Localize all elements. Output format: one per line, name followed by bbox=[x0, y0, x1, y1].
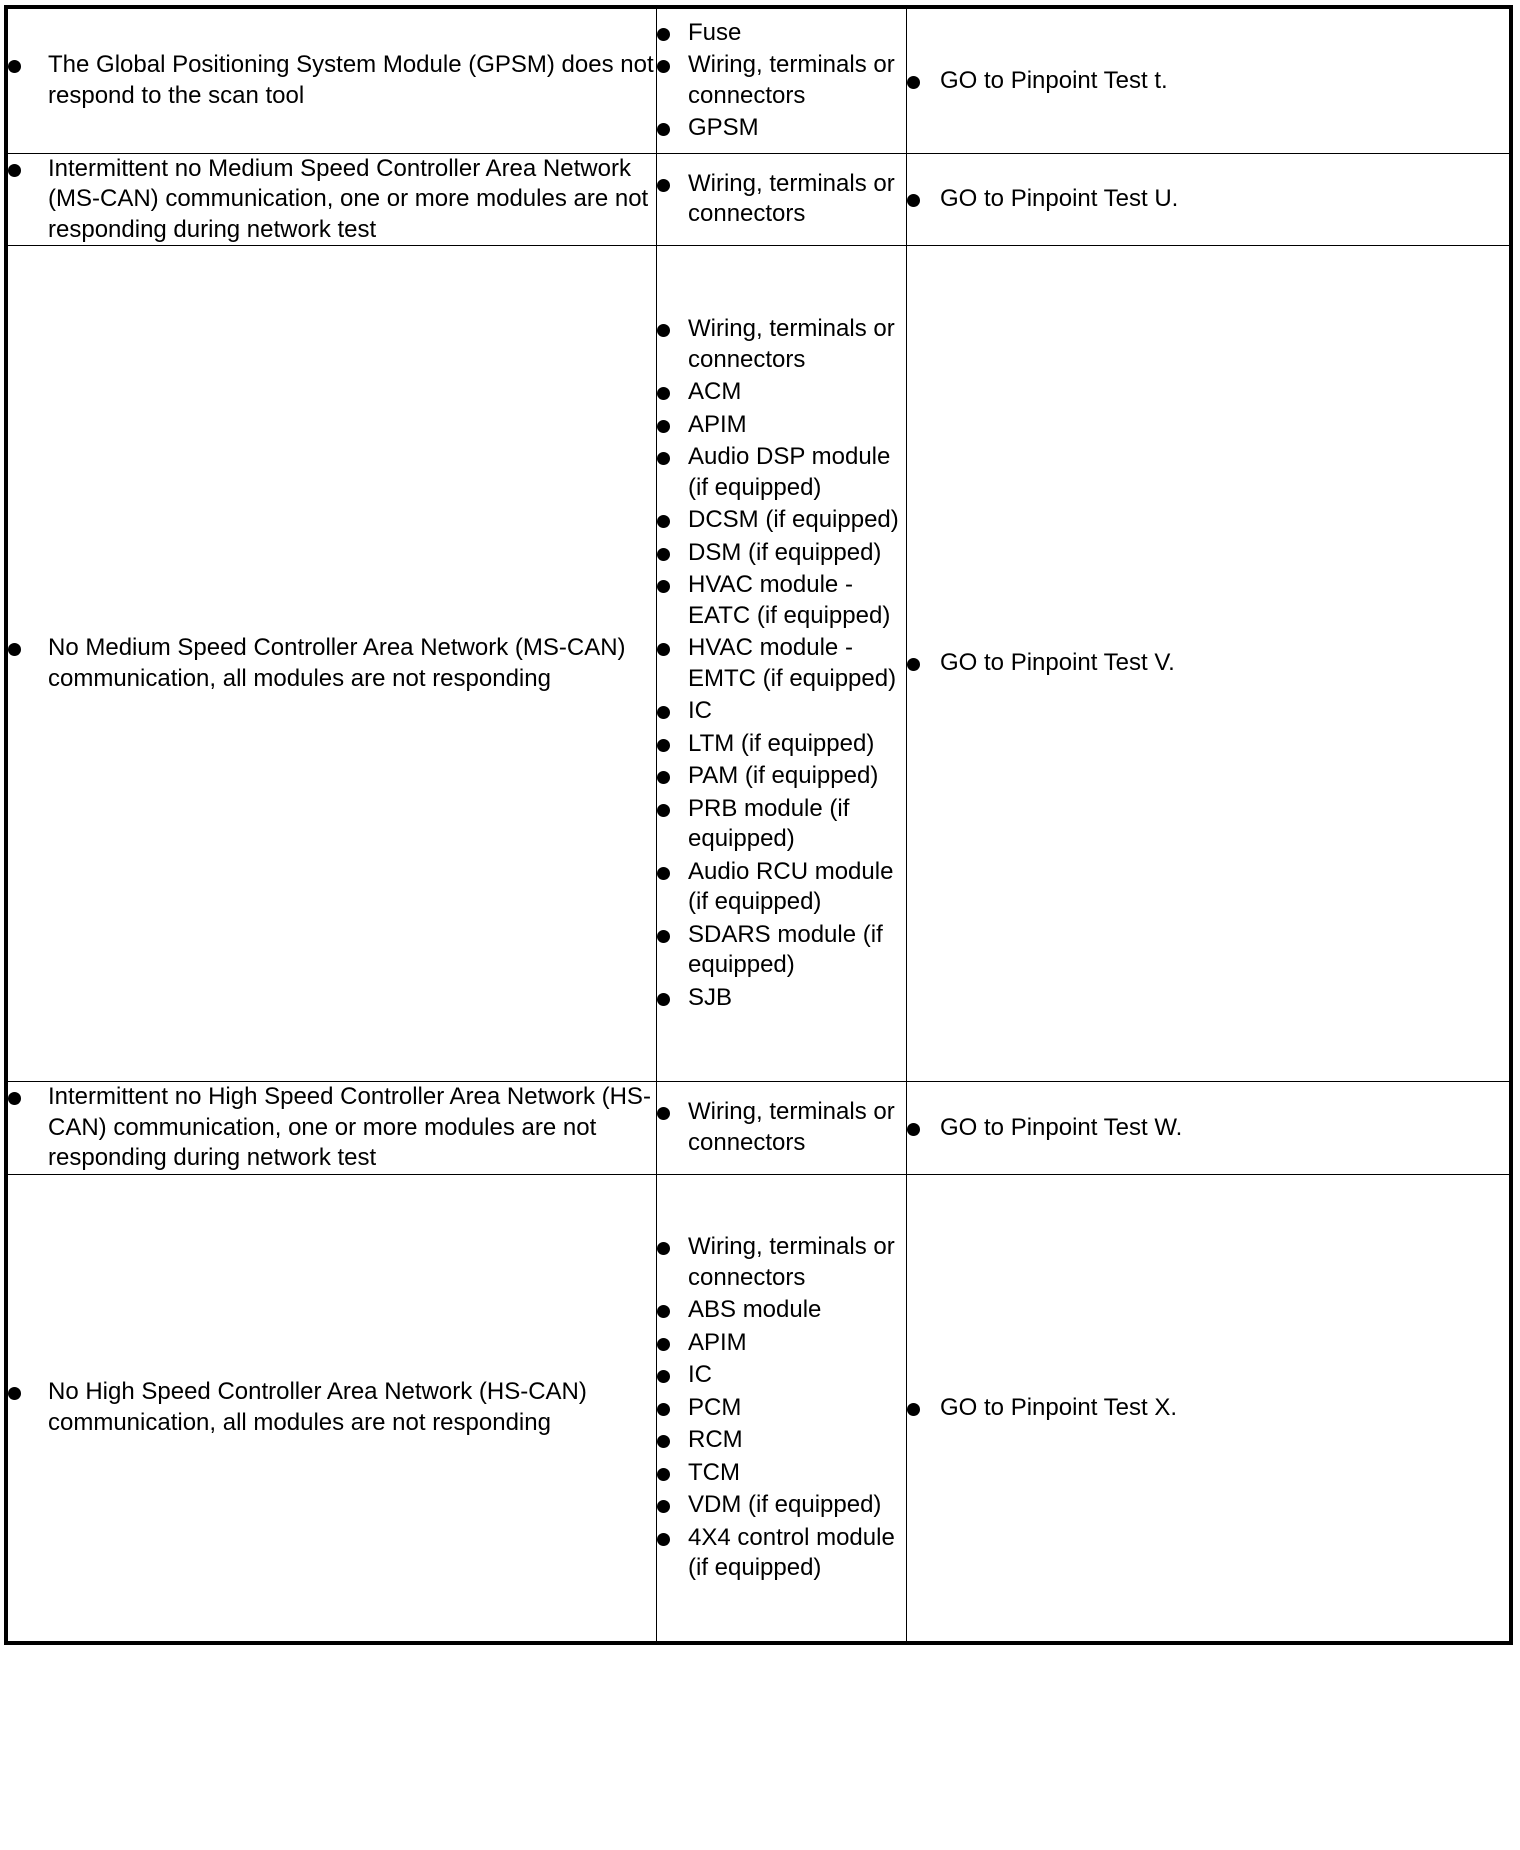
source-item: 4X4 control module (if equipped) bbox=[657, 1523, 906, 1584]
action-text: GO to Pinpoint Test V. bbox=[907, 648, 1509, 679]
condition-cell bbox=[6, 246, 657, 1082]
source-item: ACM bbox=[657, 377, 906, 408]
source-item: HVAC module - EMTC (if equipped) bbox=[657, 633, 906, 694]
condition-text: No High Speed Controller Area Network (HS-CAN) communication, all modules are not responding bbox=[8, 1377, 656, 1438]
source-item: DSM (if equipped) bbox=[657, 538, 906, 569]
source-item: PRB module (if equipped) bbox=[657, 794, 906, 855]
table-row bbox=[6, 7, 1511, 153]
source-item: Audio RCU module (if equipped) bbox=[657, 857, 906, 918]
condition-text: The Global Positioning System Module (GPSM) does not respond to the scan tool bbox=[8, 50, 656, 111]
condition-cell bbox=[6, 7, 657, 153]
condition-text: No Medium Speed Controller Area Network (MS-CAN) communication, all modules are not responding bbox=[8, 633, 656, 694]
source-item: DCSM (if equipped) bbox=[657, 505, 906, 536]
table-row bbox=[6, 1174, 1511, 1643]
source-item: TCM bbox=[657, 1458, 906, 1489]
source-item: Fuse bbox=[657, 18, 906, 49]
table-row bbox=[6, 246, 1511, 1082]
diagnostic-table bbox=[4, 5, 1513, 1645]
source-item: GPSM bbox=[657, 113, 906, 144]
source-item: PCM bbox=[657, 1393, 906, 1424]
action-cell bbox=[907, 1082, 1512, 1175]
source-item: RCM bbox=[657, 1425, 906, 1456]
action-cell bbox=[907, 153, 1512, 246]
possible-sources-cell bbox=[657, 153, 907, 246]
source-item: IC bbox=[657, 696, 906, 727]
table-row bbox=[6, 1082, 1511, 1175]
condition-cell bbox=[6, 153, 657, 246]
condition-cell bbox=[6, 1174, 657, 1643]
action-text: GO to Pinpoint Test U. bbox=[907, 184, 1509, 215]
source-item: HVAC module - EATC (if equipped) bbox=[657, 570, 906, 631]
possible-sources-cell bbox=[657, 246, 907, 1082]
source-item: APIM bbox=[657, 1328, 906, 1359]
source-item: LTM (if equipped) bbox=[657, 729, 906, 760]
condition-cell bbox=[6, 1082, 657, 1175]
action-cell bbox=[907, 1174, 1512, 1643]
source-item: Wiring, terminals or connectors bbox=[657, 314, 906, 375]
source-item: APIM bbox=[657, 410, 906, 441]
condition-text: Intermittent no Medium Speed Controller Area Network (MS-CAN) communication, one or more modules are not responding during network test bbox=[8, 154, 656, 246]
action-text: GO to Pinpoint Test X. bbox=[907, 1393, 1509, 1424]
source-item: VDM (if equipped) bbox=[657, 1490, 906, 1521]
action-cell bbox=[907, 7, 1512, 153]
source-item: Audio DSP module (if equipped) bbox=[657, 442, 906, 503]
source-item: PAM (if equipped) bbox=[657, 761, 906, 792]
source-item: SDARS module (if equipped) bbox=[657, 920, 906, 981]
source-item: SJB bbox=[657, 983, 906, 1014]
source-item: Wiring, terminals or connectors bbox=[657, 1097, 906, 1158]
source-item: IC bbox=[657, 1360, 906, 1391]
source-item: Wiring, terminals or connectors bbox=[657, 169, 906, 230]
action-cell bbox=[907, 246, 1512, 1082]
source-item: ABS module bbox=[657, 1295, 906, 1326]
condition-text: Intermittent no High Speed Controller Area Network (HS-CAN) communication, one or more modules are not responding during network test bbox=[8, 1082, 656, 1174]
action-text: GO to Pinpoint Test W. bbox=[907, 1113, 1509, 1144]
possible-sources-cell bbox=[657, 7, 907, 153]
table-row bbox=[6, 153, 1511, 246]
action-text: GO to Pinpoint Test t. bbox=[907, 66, 1509, 97]
source-item: Wiring, terminals or connectors bbox=[657, 1232, 906, 1293]
possible-sources-cell bbox=[657, 1174, 907, 1643]
source-item: Wiring, terminals or connectors bbox=[657, 50, 906, 111]
possible-sources-cell bbox=[657, 1082, 907, 1175]
